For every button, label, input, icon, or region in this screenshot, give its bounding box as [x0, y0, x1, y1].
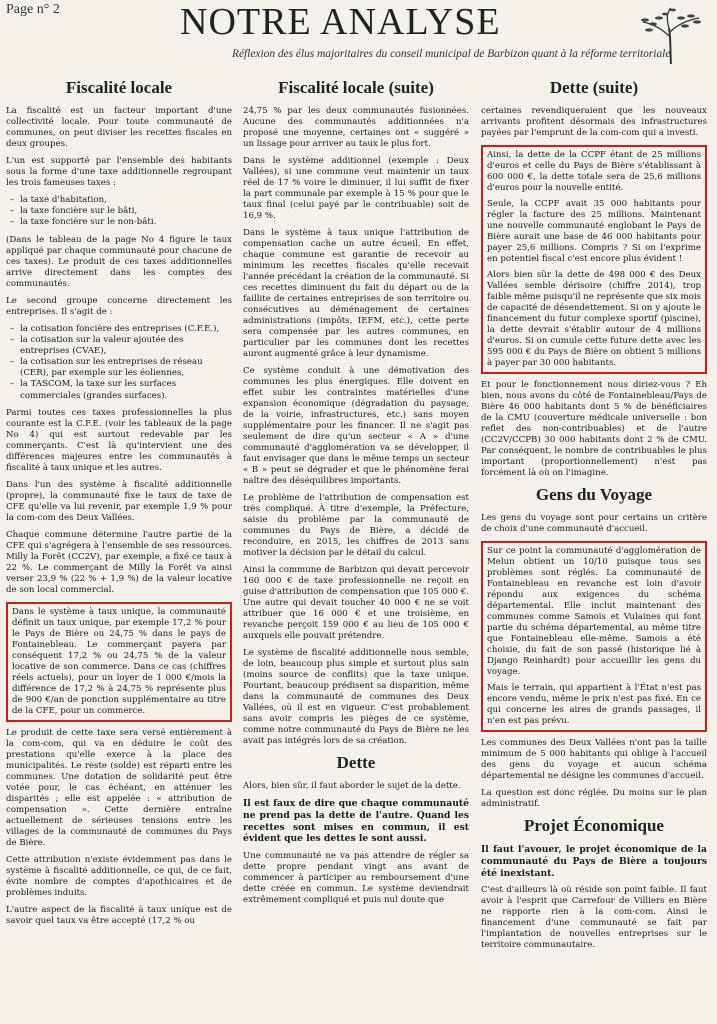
paragraph: Dans le système à taux unique, la communauté définit un taux unique, par exemple 17,2 % pour le Pays de Bière ou 24,75 % dans le pays de Fontainebleau. Le commerçant payera par conséquent 17,2 % ou 24,75 % de la valeur locative de son commerce. Dans ce cas (chiffres réels actuels), pour un loyer de 1 000 €/mois la différence de 17,2 % à 24,75 % représente plus de 900 €/an de ponction supplémentaire au titre de la CFE, pour un commerce.: [12, 606, 226, 716]
paragraph: C'est d'ailleurs là où réside son point faible. Il faut avoir à l'esprit que Carrefour de Villiers en Bière ne rapporte rien à la com-com. Ainsi le financement d'une communauté se fait par l'implantation de nouvelles entreprises sur le territoire communautaire.: [481, 885, 707, 951]
paragraph: Alors, bien sûr, il faut aborder le sujet de la dette.: [243, 781, 461, 791]
heading-projet-economique: Projet Économique: [524, 816, 664, 835]
page-subtitle: Réflexion des élus majoritaires du conseil municipal de Barbizon quant à la réforme territoriale: [232, 48, 671, 60]
paragraph: Alors bien sûr la dette de 498 000 € des Deux Vallées semble dérisoire (chiffre 2014), trop faible même puisqu'il ne représente que six mois de capacité de désendettement. Si on y ajoute le financement du futur complexe sportif (piscine), la dette devrait s'établir autour de 4 millions d'euros. Si on cumule cette future dette avec les 595 000 € du Pays de Bière on obtient 5 millions à payer par 30 000 habitants.: [487, 270, 701, 368]
highlight-box-taux-unique: [6, 602, 232, 722]
heading-dette: Dette: [336, 753, 376, 772]
paragraph: Sur ce point la communauté d'agglomération de Melun obtient un 10/10 puisque tous ses problèmes sont réglés. La communauté de Fontainebleau en revanche est loin d'avoir répondu aux exigences du schéma départemental. Elle inclut maintenant des communes comme Samois et Vulaines qui font partie du schéma départemental, au même titre que Fontainebleau elle-même. Samois a été choisie, du fait de son passé (historique lié à Django Reinhardt) pour accueillir les gens du voyage.: [487, 546, 701, 677]
list-item: – la cotisation sur la valeur ajoutée des entreprises (CVAE),: [20, 335, 232, 357]
paragraph: (Dans le tableau de la page No 4 figure le taux appliqué par chaque communauté pour chacune de ces taxes). Le produit de ces taxes additionnelles arrive directement dans les comptes des communautés.: [6, 234, 232, 289]
paragraph: Et pour le fonctionnement nous diriez-vous ? Eh bien, nous avons du côté de Fontainebleau/Pays de Bière 46 000 habitants dont 5 % de bénéficiaires de la CMU (couverture médicale universelle : bon reflet des non-contribuables) et de l'autre (CC2V/CCPB) 30 000 habitants dont 2 % de CMU. Par conséquent, le nombre de contribuables le plus important (proportionnellement) n'est pas forcément là où on l'imagine.: [481, 380, 707, 478]
heading-fiscalite-locale: Fiscalité locale: [65, 78, 173, 97]
paragraph: Chaque commune détermine l'autre partie de la CFE qui s'agrégera à l'ensemble de ses ressources. Milly la Forêt (CC2V), par exemple, a fixé ce taux à 22 %. Le commerçant de Milly la Forêt va ainsi verser 23,9 % (22 % + 1,9 %) de la valeur locative de son local commercial.: [6, 529, 232, 595]
page-title: NOTRE ANALYSE: [180, 1, 501, 43]
heading-gens-du-voyage: Gens du Voyage: [535, 485, 653, 504]
paragraph: L'autre aspect de la fiscalité à taux unique est de savoir quel taux va être accepté (17,2 % ou: [6, 904, 232, 926]
paragraph: Ainsi la commune de Barbizon qui devait percevoir 160 000 € de taxe professionnelle ne reçoit en guise d'attribution de compensation que 105 000 €. Une autre qui devait toucher 40 000 € ne se voit attribuer que 16 000 € et une troisième, en revanche perçoit 159 000 € au lieu de 105 000 € auxquels elle pouvait prétendre.: [243, 565, 469, 641]
heading-fiscalite-suite: Fiscalité locale (suite): [278, 78, 434, 97]
paragraph: Les communes des Deux Vallées n'ont pas la taille minimum de 5 000 habitants qui oblige à l'accueil des gens du voyage et aucun schéma départemental ne désigne les communes d'accueil.: [481, 738, 707, 781]
paragraph: Dans le système additionnel (exemple : Deux Vallées), si une commune veut maintenir un taux réel de 17 % voire le diminuer, il lui suffit de fixer la part communale par exemple à 15 % pour que le taux final (celui payé par le contribuable) soit de 16,9 %.: [243, 156, 469, 221]
list-item: – la taxe d'habitation,: [20, 195, 232, 206]
paragraph: Le second groupe concerne directement les entreprises. Il s'agit de :: [6, 295, 232, 317]
paragraph: L'un est supporté par l'ensemble des habitants sous la forme d'une taxe additionnelle regroupant les trois fameuses taxes :: [6, 156, 232, 188]
paragraph: Une communauté ne va pas attendre de régler sa dette propre pendant vingt ans avant de commencer à participer au remboursement d'une dette créée en commun. Le système deviendrait extrêmement compliqué et puis nul doute que: [243, 851, 469, 906]
paragraph: Mais le terrain, qui appartient à l'État n'est pas encore vendu, même le prix n'est pas fixé. En ce qui concerne les aires de grands passages, il n'en est pas prévu.: [487, 683, 701, 726]
page-number: Page n° 2: [6, 2, 60, 17]
list-item: – la taxe foncière sur le non-bâti.: [20, 217, 232, 228]
column-fiscalite: [6, 78, 232, 1018]
paragraph: Cette attribution n'existe évidemment pas dans le système à fiscalité additionnelle, ce qui, de ce fait, évite nombre de comptes d'apothicaires et de problèmes induits.: [6, 854, 232, 898]
heading-dette-suite: Dette (suite): [549, 78, 639, 97]
list-item: – la TASCOM, la taxe sur les surfaces commerciales (grandes surfaces).: [20, 379, 232, 401]
list-item: – la cotisation sur les entreprises de réseau (CER), par exemple sur les éoliennes,: [20, 357, 232, 379]
column-dette-suite: [481, 78, 707, 1018]
paragraph: Ainsi, la dette de la CCPF étant de 25 millions d'euros et celle du Pays de Bière s'établissant à 600 000 €, la dette totale sera de 25,6 millions d'euros pour la nouvelle entité.: [487, 150, 701, 193]
lead-paragraph: Il est faux de dire que chaque communauté ne prend pas la dette de l'autre. Quand les recettes sont mises en commun, il est évident que les dettes le sont aussi.: [243, 798, 469, 845]
paragraph: La fiscalité est un facteur important d'une collectivité locale. Pour toute communauté de communes, on peut diviser les recettes fiscales en deux groupes.: [6, 106, 232, 149]
paragraph: Dans le système à taux unique l'attribution de compensation cache un autre écueil. En effet, chaque commune est garantie de recevoir au minimum les recettes fiscales qu'elle recevait l'année précédant la création de la communauté. Si ces recettes diminuent du fait du départ ou de la faillite de certaines entreprises de son territoire ou consécutives au déménagement de certaines administrations (impôts, IEFM, etc.), cette perte sera compensée par les autres communes, en particulier par les communes dont les recettes auront augmenté grâce à leur dynamisme.: [243, 228, 469, 359]
tree-logo-icon: [633, 6, 709, 66]
paragraph: Ce système conduit à une démotivation des communes les plus énergiques. Elle doivent en effet subir les contraintes matérielles d'une expansion économique (dégradation du paysage, de la voirie, infrastructures, etc.) sans moyen supplémentaire pour les financer. Il ne s'agit pas seulement de dire qu'un secteur « A » d'une communauté d'agglomération va se développer, il faut envisager que dans le même temps un secteur « B » peut se dégrader et que le phénomène ferai naître des déséquilibres importants.: [243, 366, 469, 486]
column-fiscalite-suite: [243, 78, 469, 1018]
paragraph: certaines revendiqueraient que les nouveaux arrivants profitent désormais des infrastructures payées par l'emprunt de la com-com qui a investi.: [481, 106, 707, 138]
paragraph: 24,75 % par les deux communautés fusionnées. Aucune des communautés additionnées n'a proposé une moyenne, certaines ont « suggéré » un lissage pour arriver au taux le plus fort.: [243, 106, 469, 149]
list-item: – la cotisation foncière des entreprises (C.F.E.),: [20, 324, 232, 335]
tax-list-companies: [6, 324, 232, 402]
paragraph: Dans l'un des système à fiscalité additionnelle (propre), la communauté fixe le taux de taxe de CFE qu'elle va lui revenir, par exemple 1,9 % pour la com-com des Deux Vallées.: [6, 479, 232, 523]
highlight-box-dette: [481, 145, 707, 374]
paragraph: Parmi toutes ces taxes professionnelles la plus courante est la C.F.E. (voir les tableaux de la page No 4) qui est surtout redevable par les commerçants. C'est là qu'intervient une des différences majeures entre les communautés à fiscalité à taux unique et les autres.: [6, 407, 232, 473]
list-item: – la taxe foncière sur le bâti,: [20, 206, 232, 217]
highlight-box-gens-du-voyage: [481, 541, 707, 732]
lead-paragraph: Il faut l'avouer, le projet économique de la communauté du Pays de Bière a toujours été inexistant.: [481, 844, 707, 879]
paragraph: La question est donc réglée. Du moins sur le plan administratif.: [481, 788, 707, 809]
paragraph: Les gens du voyage sont pour certains un critère de choix d'une communauté d'accueil.: [481, 513, 707, 534]
paragraph: Le problème de l'attribution de compensation est très compliqué. À titre d'exemple, la Préfecture, saisie du problème par la communauté de communes du Pays de Bière, a décidé de reconduire, en 2015, les chiffres de 2013 sans motiver la décision par le détail du calcul.: [243, 493, 469, 558]
paragraph: Seule, la CCPF avait 35 000 habitants pour régler la facture des 25 millions. Maintenant une nouvelle communauté englobant le Pays de Bière aurait une base de 46 000 habitants pour payer 25,6 millions. Compris ? Si on l'exprime en potentiel fiscal c'est encore plus évident !: [487, 199, 701, 264]
paragraph: Le produit de cette taxe sera versé entièrement à la com-com, qui va en déduire le coût des prestations qu'elle exerce à la place des municipalités. Le reste (solde) est réparti entre les communes. Une dotation de solidarité peut être votée pour, le cas échéant, en atténuer les disparités ; elle est appelée : « attribution de compensation ». Cette dernière entraîne actuellement de sérieuses tensions entre les villages de la communauté de communes du Pays de Bière.: [6, 727, 232, 848]
tax-list-households: [6, 195, 232, 229]
paragraph: Le système de fiscalité additionnelle nous semble, de loin, beaucoup plus simple et surtout plus sain (moins source de conflits) que la taxe unique. Pourtant, beaucoup prédisent sa disparition, même dans la communauté de communes des Deux Vallées, où il est en vigueur. C'est probablement sans avoir compris les pièges de ce système, comme notre communauté du Pays de Bière ne les avait pas intégrés lors de sa création.: [243, 648, 469, 746]
